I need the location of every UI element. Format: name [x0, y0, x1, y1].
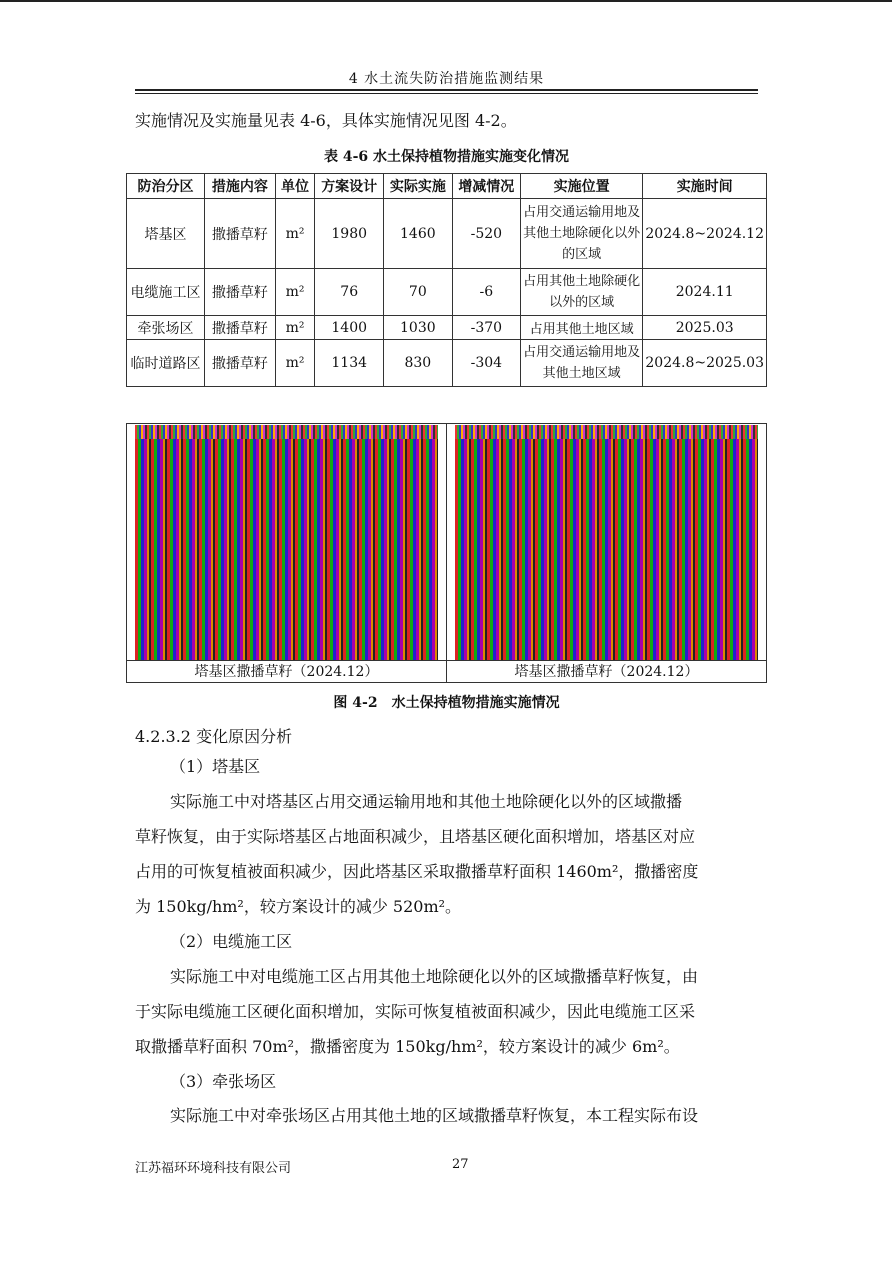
paragraph-line: 为 150kg/hm²，较方案设计的减少 520m²。 [135, 897, 462, 916]
table-cell: 1134 [315, 340, 384, 387]
intro-paragraph: 实施情况及实施量见表 4-6，具体实施情况见图 4-2。 [135, 111, 517, 130]
table-cell: 830 [384, 340, 453, 387]
table-caption: 表 4-6 水土保持植物措施实施变化情况 [323, 149, 570, 165]
section-title: 4.2.3.2 变化原因分析 [135, 727, 293, 746]
table-cell: 占用交通运输用地及其他土地除硬化以外的区域 [520, 199, 642, 269]
table-cell: m² [275, 269, 315, 316]
table-row [127, 340, 767, 387]
table-cell: 2024.8~2025.03 [643, 340, 767, 387]
photo-figure [126, 423, 767, 683]
table-cell: 2025.03 [643, 316, 767, 340]
table-cell: 76 [315, 269, 384, 316]
table-cell: 2024.11 [643, 269, 767, 316]
table-cell: 牵张场区 [127, 316, 205, 340]
table-cell: m² [275, 316, 315, 340]
table-cell: 塔基区 [127, 199, 205, 269]
item-heading: （2）电缆施工区 [170, 932, 293, 951]
figure-divider [446, 424, 447, 682]
paragraph-line: 实际施工中对牵张场区占用其他土地的区域撒播草籽恢复，本工程实际布设 [170, 1106, 699, 1125]
table-cell: 70 [384, 269, 453, 316]
photo-right [447, 425, 766, 660]
table-cell: -304 [452, 340, 520, 387]
table-cell: 撒播草籽 [205, 199, 276, 269]
table-cell: 撒播草籽 [205, 269, 276, 316]
table-cell: 1400 [315, 316, 384, 340]
table-cell: 撒播草籽 [205, 340, 276, 387]
table-cell: 1980 [315, 199, 384, 269]
table-cell: 临时道路区 [127, 340, 205, 387]
table-cell: m² [275, 199, 315, 269]
header-cell: 方案设计 [315, 174, 384, 199]
table-cell: 撒播草籽 [205, 316, 276, 340]
page-top-border [0, 0, 892, 2]
paragraph-line: 实际施工中对电缆施工区占用其他土地除硬化以外的区域撒播草籽恢复，由 [170, 967, 699, 986]
table-row [127, 269, 767, 316]
item-heading: （1）塔基区 [170, 757, 261, 776]
paragraph-line: 于实际电缆施工区硬化面积增加，实际可恢复植被面积减少，因此电缆施工区采 [135, 1002, 696, 1021]
header-rule-thin [135, 93, 758, 94]
table-cell: -520 [452, 199, 520, 269]
table-cell: 1460 [384, 199, 453, 269]
header-rule [135, 89, 758, 91]
table-cell: 占用交通运输用地及其他土地区域 [520, 340, 642, 387]
header-cell: 实施位置 [520, 174, 642, 199]
table-cell: m² [275, 340, 315, 387]
table-row [127, 199, 767, 269]
photo-caption-left: 塔基区撒播草籽（2024.12） [127, 660, 446, 684]
table-cell: 占用其他土地除硬化以外的区域 [520, 269, 642, 316]
photo-caption-right: 塔基区撒播草籽（2024.12） [447, 660, 766, 684]
photo-left [127, 425, 446, 660]
header-cell: 防治分区 [127, 174, 205, 199]
planting-measures-table [126, 173, 767, 387]
header-cell: 单位 [275, 174, 315, 199]
table-cell: 电缆施工区 [127, 269, 205, 316]
footer-company: 江苏福环环境科技有限公司 [135, 1161, 292, 1176]
figure-caption: 图 4-2 水土保持植物措施实施情况 [333, 695, 560, 711]
paragraph-line: 占用的可恢复植被面积减少，因此塔基区采取撒播草籽面积 1460m²，撒播密度 [135, 862, 699, 881]
paragraph-line: 取撒播草籽面积 70m²，撒播密度为 150kg/hm²，较方案设计的减少 6m²。 [135, 1037, 680, 1056]
table-row [127, 316, 767, 340]
header-cell: 实施时间 [643, 174, 767, 199]
table-cell: -6 [452, 269, 520, 316]
item-heading: （3）牵张场区 [170, 1072, 277, 1091]
table-cell: -370 [452, 316, 520, 340]
table-cell: 2024.8~2024.12 [643, 199, 767, 269]
table-cell: 1030 [384, 316, 453, 340]
paragraph-line: 草籽恢复，由于实际塔基区占地面积减少，且塔基区硬化面积增加，塔基区对应 [135, 827, 696, 846]
table-header-row [127, 174, 767, 199]
header-cell: 实际实施 [384, 174, 453, 199]
table-cell: 占用其他土地区域 [520, 316, 642, 340]
page-number: 27 [452, 1157, 469, 1172]
header-cell: 增减情况 [452, 174, 520, 199]
page-header: 4 水土流失防治措施监测结果 [348, 71, 545, 87]
header-cell: 措施内容 [205, 174, 276, 199]
paragraph-line: 实际施工中对塔基区占用交通运输用地和其他土地除硬化以外的区域撒播 [170, 792, 683, 811]
